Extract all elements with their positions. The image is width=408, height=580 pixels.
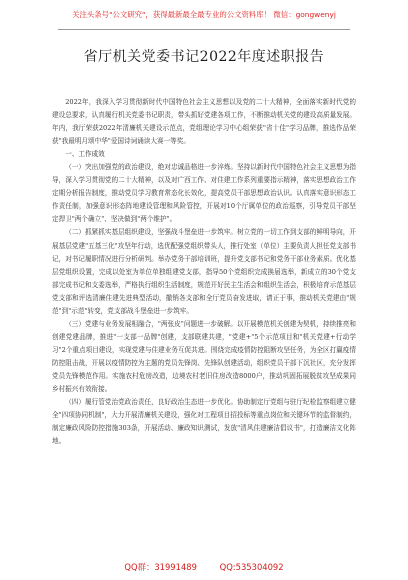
document-title: 省厅机关党委书记2022年度述职报告 [83, 49, 325, 65]
paragraph-intro: 2022年，我深入学习贯彻新时代中国特色社会主义思想以及党的二十大精神，全面落实新时代党的建设总要求，认真履行机关党委书记职责，带头抓好党建各项工作，不断推动机关党的建设高质量发展。年内，我厅荣获2022年清廉机关建设示范点，党组理论学习中心组荣获"省十佳"学习品牌，推选作品荣获"我最明月颂中华"爱国诗词诵读大赛一等奖。 [52, 98, 356, 146]
paragraph-political-responsibility: （四）履行管党治党政治责任，良好政治生态进一步优化。协助制定厅党组与驻厅纪检监察组建立健全"四项协同机制"，大力开展清廉机关建设，强化对工程项目招投标等重点岗位和关键环节的监督制约，制定廉政风险防控措施303条，开展活动、廉政知识测试，发放"清风住建廉洁倡议书"，打造廉洁文化阵地。 [52, 398, 356, 446]
banner-divider [58, 29, 350, 30]
footer-qq-number: QQ:535304092 [219, 562, 284, 572]
section-heading: 一、工作成效 [65, 150, 105, 159]
document-body [52, 96, 356, 448]
top-banner: 关注头条号"公文研究"，获得最新最全最专业的公文资料库！ 微信：gongwenyj [72, 10, 336, 19]
paragraph-party-business-integration: （三）党建与业务发展相融合，"两张皮"问题进一步破解。以开展模范机关创建为契机，持续推亮和创建党建品牌，推进"一支部一品牌"创建，支部联建共建，"党建+"5个示范项目和"机关党建+行动学习"2个重点项目建设，实现党建与住建业务互促共进。围绕完成疫情防控阻断攻坚任务，为全区打赢疫情防控阻击战，开展以疫情防控为主题的党员先锋岗、先锋队创建活动，组织党员干部下沉社区，充分发挥党员先锋模范作用。实施农村危房改造，边境农村老旧住房改造8000户，推动巩固拓展脱贫攻坚成果同乡村振兴有效衔接。 [52, 319, 356, 394]
paragraph-political-building: （一）突出加强党的政治建设，绝对忠诚品格进一步淬炼。坚持以新时代中国特色社会主义思想为指导，深入学习贯彻党的二十大精神，以及对广西工作、对住建工作系列重要指示精神，落实思想政治工作定期分析报告制度，推动党员学习教育常态化长效化，提高党员干部思想政治认识。认真落实意识形态工作责任制，加强意识形态阵地建设管理和风险管控，开展对10个厅属单位的政治巡察，引导党员干部坚定捍卫"两个确立"、坚决做到"两个维护"。 [52, 163, 356, 224]
footer-contact [0, 562, 408, 572]
paragraph-grassroots-organization: （二）抓紧抓实基层组织建设，坚强战斗堡垒进一步筑牢。树立党的一切工作到支部的鲜明导向，开展基层党建"五基三化"攻坚年行动，选优配强党组织带头人，推行处室（单位）主要负责人担任党支部书记，对书记履职情况进行分析研判。举办党务干部培训班，提升党支部书记和党务干部业务素质。优化基层党组织设置，完成以处室为单位单独组建党支部，指导50个党组织完成换届选举，新成立的30个党支部完成书记和支委选举，严格执行组织生活制度，规范开好民主生活会和组织生活会，积极培育示范基层党支部和评选清廉住建先进典型活动，撤销各支部和全厅党员奋发进取，请正于事，推动机关党建由"规范"到"示范"转变，党支部战斗堡垒进一步筑牢。 [52, 228, 356, 315]
footer-qq-group: QQ群：31991489 [124, 562, 197, 572]
